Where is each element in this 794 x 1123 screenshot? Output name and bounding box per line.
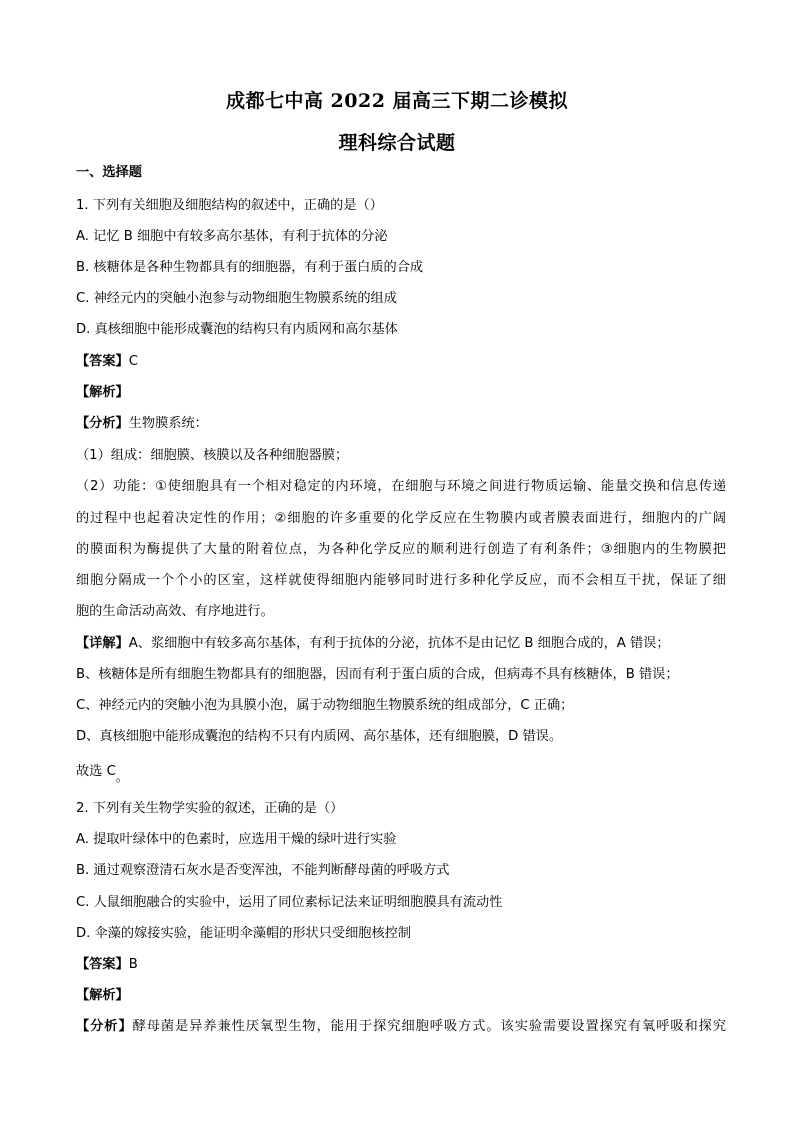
q1-option-a: A. 记忆 B 细胞中有较多高尔基体，有利于抗体的分泌 (76, 229, 388, 244)
section-heading: 一、选择题 (76, 165, 142, 180)
q2-option-b: B. 通过观察澄清石灰水是否变浑浊，不能判断酵母菌的呼吸方式 (76, 863, 450, 878)
q1-option-b: B. 核糖体是各种生物都具有的细胞器，有利于蛋白质的合成 (76, 260, 424, 275)
q1-function-line-1: （2）功能：①使细胞具有一个相对稳定的内环境，在细胞与环境之间进行物质运输、能量交换和信息传递 (76, 479, 726, 494)
q2-option-a: A. 提取叶绿体中的色素时，应选用干燥的绿叶进行实验 (76, 832, 397, 847)
detail-tag: 【详解】 (76, 636, 129, 651)
q1-detail-b: B、核糖体是所有细胞生物都具有的细胞器，因而有利于蛋白质的合成，但病毒不具有核糖体，B 错误； (76, 667, 679, 682)
answer-tag: 【答案】 (76, 957, 129, 972)
q1-function-line-3: 的膜面积为酶提供了大量的附着位点，为各种化学反应的顺利进行创造了有利条件；③细胞内的生物膜把 (76, 542, 726, 557)
q1-detail-a (76, 636, 670, 652)
q2-answer (76, 957, 138, 973)
q2-fenxi (76, 1019, 726, 1035)
q1-option-c: C. 神经元内的突触小泡参与动物细胞生物膜系统的组成 (76, 291, 397, 306)
q1-function-line-2: 的过程中也起着决定性的作用；②细胞的许多重要的化学反应在生物膜内或者膜表面进行，细胞内的广阔 (76, 511, 726, 526)
conclusion-text: 故选 C (76, 764, 116, 779)
fenxi-tag: 【分析】 (76, 1019, 133, 1034)
q1-detail-d: D、真核细胞中能形成囊泡的结构不只有内质网、高尔基体，还有细胞膜，D 错误。 (76, 729, 563, 744)
analysis-tag: 【解析】 (76, 385, 129, 400)
title-line-2: 理科综合试题 (338, 132, 456, 154)
answer-value: C (128, 354, 138, 369)
conclusion-mark: 。 (115, 770, 129, 785)
fenxi-tag: 【分析】 (76, 416, 129, 431)
q1-stem: 1. 下列有关细胞及细胞结构的叙述中，正确的是（） (76, 198, 383, 213)
fenxi-text: 生物膜系统： (128, 416, 208, 431)
q2-stem: 2. 下列有关生物学实验的叙述，正确的是（） (76, 801, 344, 816)
q1-composition: （1）组成：细胞膜、核膜以及各种细胞器膜； (76, 448, 349, 463)
q1-fenxi (76, 416, 208, 432)
q1-function-line-4: 细胞分隔成一个个小的区室，这样就使得细胞内能够同时进行多种化学反应，而不会相互干扰，保证了细 (76, 573, 726, 588)
q2-option-c: C. 人鼠细胞融合的实验中，运用了同位素标记法来证明细胞膜具有流动性 (76, 895, 503, 910)
q1-detail-c: C、神经元内的突触小泡为具膜小泡，属于动物细胞生物膜系统的组成部分，C 正确； (76, 698, 574, 713)
answer-tag: 【答案】 (76, 354, 129, 369)
q2-option-d: D. 伞藻的嫁接实验，能证明伞藻帽的形状只受细胞核控制 (76, 926, 412, 941)
q1-answer (76, 354, 138, 370)
fenxi-text: 酵母菌是异养兼性厌氧型生物，能用于探究细胞呼吸方式。该实验需要设置探究有氧呼吸和探究 (132, 1019, 726, 1034)
q1-option-d: D. 真核细胞中能形成囊泡的结构只有内质网和高尔基体 (76, 322, 398, 337)
detail-a-text: A、浆细胞中有较多高尔基体，有利于抗体的分泌，抗体不是由记忆 B 细胞合成的，A 错误； (128, 636, 670, 651)
title-line-1: 成都七中高 2022 届高三下期二诊模拟 (225, 90, 569, 112)
answer-value: B (128, 957, 138, 972)
q1-conclusion (76, 764, 129, 785)
q2-analysis-tag (76, 988, 129, 1004)
q1-analysis-tag (76, 385, 129, 401)
analysis-tag: 【解析】 (76, 988, 129, 1003)
q1-function-line-5: 胞的生命活动高效、有序地进行。 (76, 604, 274, 619)
